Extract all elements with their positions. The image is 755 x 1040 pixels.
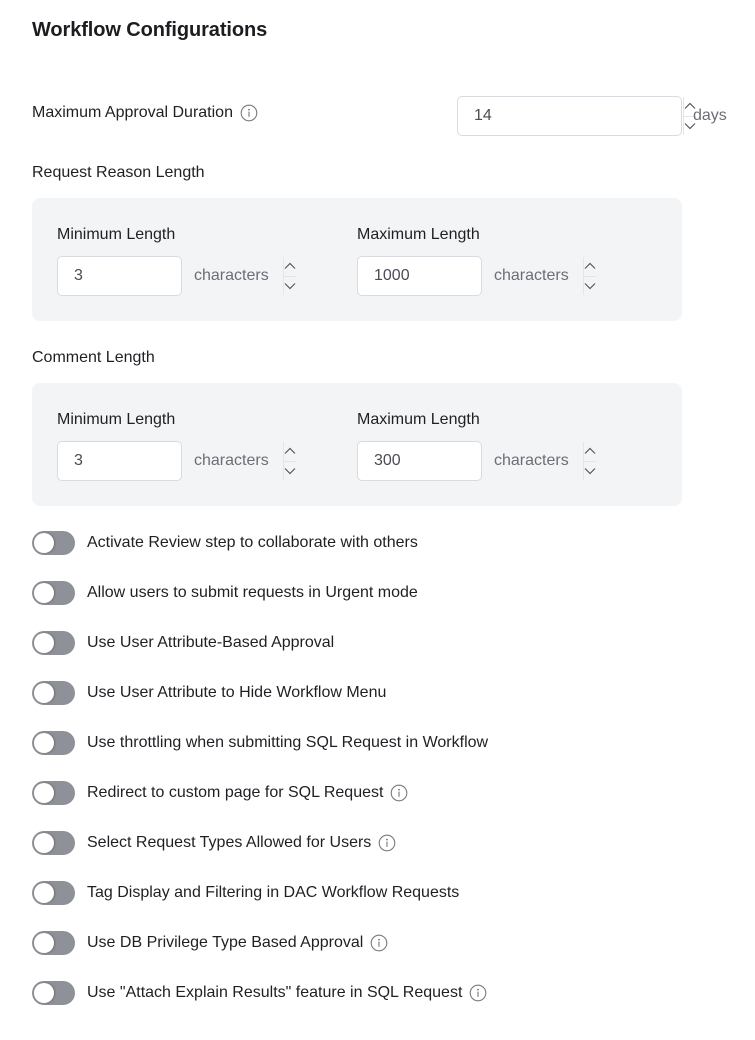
toggle-label: Use throttling when submitting SQL Request in Workflow [87,734,489,751]
decrement-button[interactable] [284,462,296,481]
toggle-knob [34,583,54,603]
max-approval-input[interactable] [458,97,683,135]
decrement-button[interactable] [284,277,296,296]
throttling-toggle[interactable] [32,731,75,755]
toggle-row-tag-display [32,880,459,906]
increment-button[interactable] [584,257,596,277]
attribute-approval-toggle[interactable] [32,631,75,655]
toggle-label [87,984,487,1002]
db-privilege-toggle[interactable] [32,931,75,955]
increment-button[interactable] [584,442,596,462]
chevron-down-icon [284,467,296,475]
toggle-label-text: Select Request Types Allowed for Users [87,834,372,851]
hide-workflow-menu-toggle[interactable] [32,681,75,705]
characters-unit: characters [494,452,569,469]
increment-button[interactable] [284,257,296,277]
info-icon[interactable] [390,784,408,802]
chevron-up-icon [584,447,596,455]
max-approval-label [32,104,258,122]
explain-results-toggle[interactable] [32,981,75,1005]
toggle-label-text: Use "Attach Explain Results" feature in SQL Request [87,984,463,1001]
toggle-row-attribute-approval [32,630,334,656]
toggle-label [87,784,408,802]
toggle-label: Use User Attribute to Hide Workflow Menu [87,684,387,701]
max-length-label: Maximum Length [357,226,480,243]
characters-unit: characters [494,267,569,284]
tag-display-toggle[interactable] [32,881,75,905]
decrement-button[interactable] [584,462,596,481]
comment-max-stepper[interactable] [357,441,482,481]
max-length-label: Maximum Length [357,411,480,428]
comment-length-panel [32,383,682,506]
toggle-knob [34,983,54,1003]
chevron-up-icon [284,262,296,270]
toggle-label: Activate Review step to collaborate with others [87,534,418,551]
toggle-row-request-types [32,830,396,856]
request-types-toggle[interactable] [32,831,75,855]
chevron-down-icon [284,282,296,290]
max-approval-stepper[interactable] [457,96,682,136]
request-reason-label: Request Reason Length [32,164,205,181]
request-reason-panel [32,198,682,321]
toggle-label-text: Redirect to custom page for SQL Request [87,784,384,801]
urgent-mode-toggle[interactable] [32,581,75,605]
chevron-up-icon [284,447,296,455]
chevron-down-icon [584,282,596,290]
info-icon[interactable] [469,984,487,1002]
custom-page-toggle[interactable] [32,781,75,805]
toggle-label: Tag Display and Filtering in DAC Workflow Requests [87,884,460,901]
review-step-toggle[interactable] [32,531,75,555]
toggle-row-review-step [32,530,418,556]
chevron-down-icon [584,467,596,475]
max-approval-label-text: Maximum Approval Duration [32,104,233,121]
increment-button[interactable] [284,442,296,462]
chevron-up-icon [584,262,596,270]
toggle-row-urgent-mode [32,580,418,606]
info-icon[interactable] [378,834,396,852]
days-unit: days [693,107,727,124]
toggle-knob [34,783,54,803]
page-title: Workflow Configurations [32,19,268,41]
toggle-label [87,934,388,952]
toggle-label-text: Use DB Privilege Type Based Approval [87,934,364,951]
toggle-knob [34,533,54,553]
toggle-row-hide-workflow-menu [32,680,386,706]
toggle-label: Allow users to submit requests in Urgent mode [87,584,418,601]
characters-unit: characters [194,267,269,284]
info-icon[interactable] [370,934,388,952]
toggle-knob [34,883,54,903]
toggle-row-db-privilege [32,930,388,956]
comment-min-stepper[interactable] [57,441,182,481]
min-length-label: Minimum Length [57,411,176,428]
toggle-row-explain-results [32,980,487,1006]
toggle-knob [34,833,54,853]
reason-min-stepper[interactable] [57,256,182,296]
characters-unit: characters [194,452,269,469]
reason-max-stepper[interactable] [357,256,482,296]
toggle-knob [34,683,54,703]
toggle-knob [34,933,54,953]
info-icon[interactable] [240,104,258,122]
toggle-row-custom-page [32,780,408,806]
comment-length-label: Comment Length [32,349,155,366]
decrement-button[interactable] [584,277,596,296]
toggle-knob [34,633,54,653]
toggle-row-throttling [32,730,488,756]
min-length-label: Minimum Length [57,226,176,243]
toggle-knob [34,733,54,753]
toggle-label [87,834,396,852]
toggle-label: Use User Attribute-Based Approval [87,634,335,651]
